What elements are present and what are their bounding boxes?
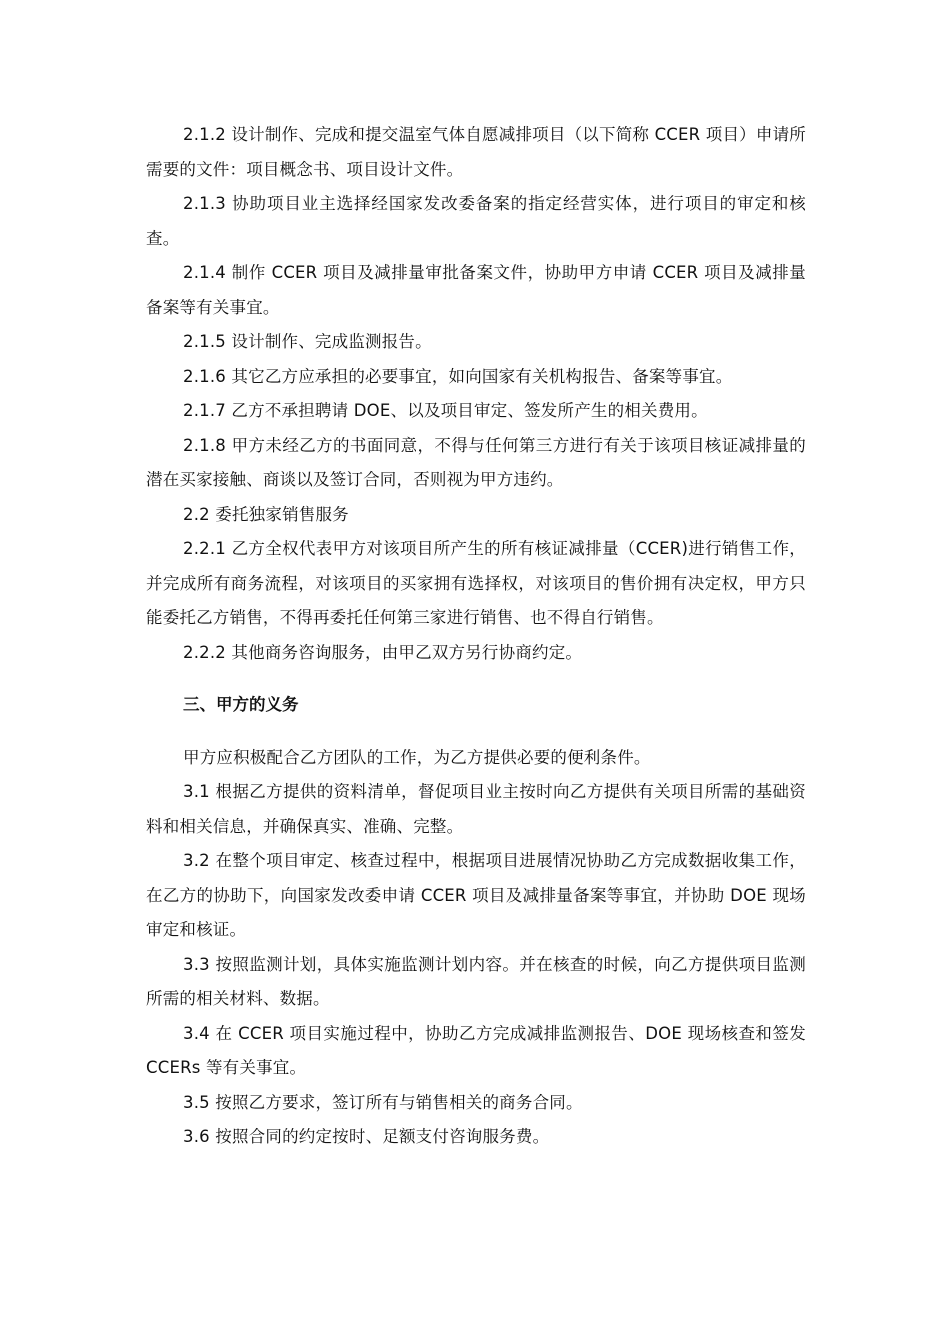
section-3-heading: 三、甲方的义务 [183,695,299,714]
clause-2-2: 2.2 委托独家销售服务 [183,504,349,524]
clause-2-1-4: 2.1.4 制作 CCER 项目及减排量审批备案文件，协助甲方申请 CCER 项目及减排量备案等有关事宜。 [146,263,806,317]
clause-3-1: 3.1 根据乙方提供的资料清单，督促项目业主按时向乙方提供有关项目所需的基础资料和相关信息，并确保真实、准确、完整。 [146,782,806,836]
clause-3-6: 3.6 按照合同的约定按时、足额支付咨询服务费。 [183,1127,550,1146]
clause-3-3: 3.3 按照监测计划，具体实施监测计划内容。并在核查的时候，向乙方提供项目监测所需的相关材料、数据。 [146,954,806,1008]
clause-3-5: 3.5 按照乙方要求，签订所有与销售相关的商务合同。 [183,1092,583,1112]
clause-2-1-7: 2.1.7 乙方不承担聘请 DOE、以及项目审定、签发所产生的相关费用。 [183,401,708,420]
clause-3-4: 3.4 在 CCER 项目实施过程中，协助乙方完成减排监测报告、DOE 现场核查和签发 CCERs 等有关事宜。 [146,1023,806,1077]
clause-2-1-2: 2.1.2 设计制作、完成和提交温室气体自愿减排项目（以下简称 CCER 项目）申请所需要的文件：项目概念书、项目设计文件。 [146,125,806,179]
clause-2-1-3: 2.1.3 协助项目业主选择经国家发改委备案的指定经营实体，进行项目的审定和核查。 [146,194,806,248]
clause-2-2-2: 2.2.2 其他商务咨询服务，由甲乙双方另行协商约定。 [183,642,583,662]
clause-2-2-1: 2.2.1 乙方全权代表甲方对该项目所产生的所有核证减排量（CCER)进行销售工作，并完成所有商务流程，对该项目的买家拥有选择权，对该项目的售价拥有决定权，甲方只能委托乙方销售，不得再委托任何第三家进行销售、也不得自行销售。 [146,539,806,627]
document-page [146,118,806,1155]
section-3-intro: 甲方应积极配合乙方团队的工作，为乙方提供必要的便利条件。 [183,747,651,767]
clause-2-1-5: 2.1.5 设计制作、完成监测报告。 [183,332,432,351]
clause-2-1-6: 2.1.6 其它乙方应承担的必要事宜，如向国家有关机构报告、备案等事宜。 [183,366,733,386]
clause-3-2: 3.2 在整个项目审定、核查过程中，根据项目进展情况协助乙方完成数据收集工作，在乙方的协助下，向国家发改委申请 CCER 项目及减排量备案等事宜，并协助 DOE 现场审定和核证。 [146,851,806,939]
clause-2-1-8: 2.1.8 甲方未经乙方的书面同意，不得与任何第三方进行有关于该项目核证减排量的潜在买家接触、商谈以及签订合同，否则视为甲方违约。 [146,435,806,489]
